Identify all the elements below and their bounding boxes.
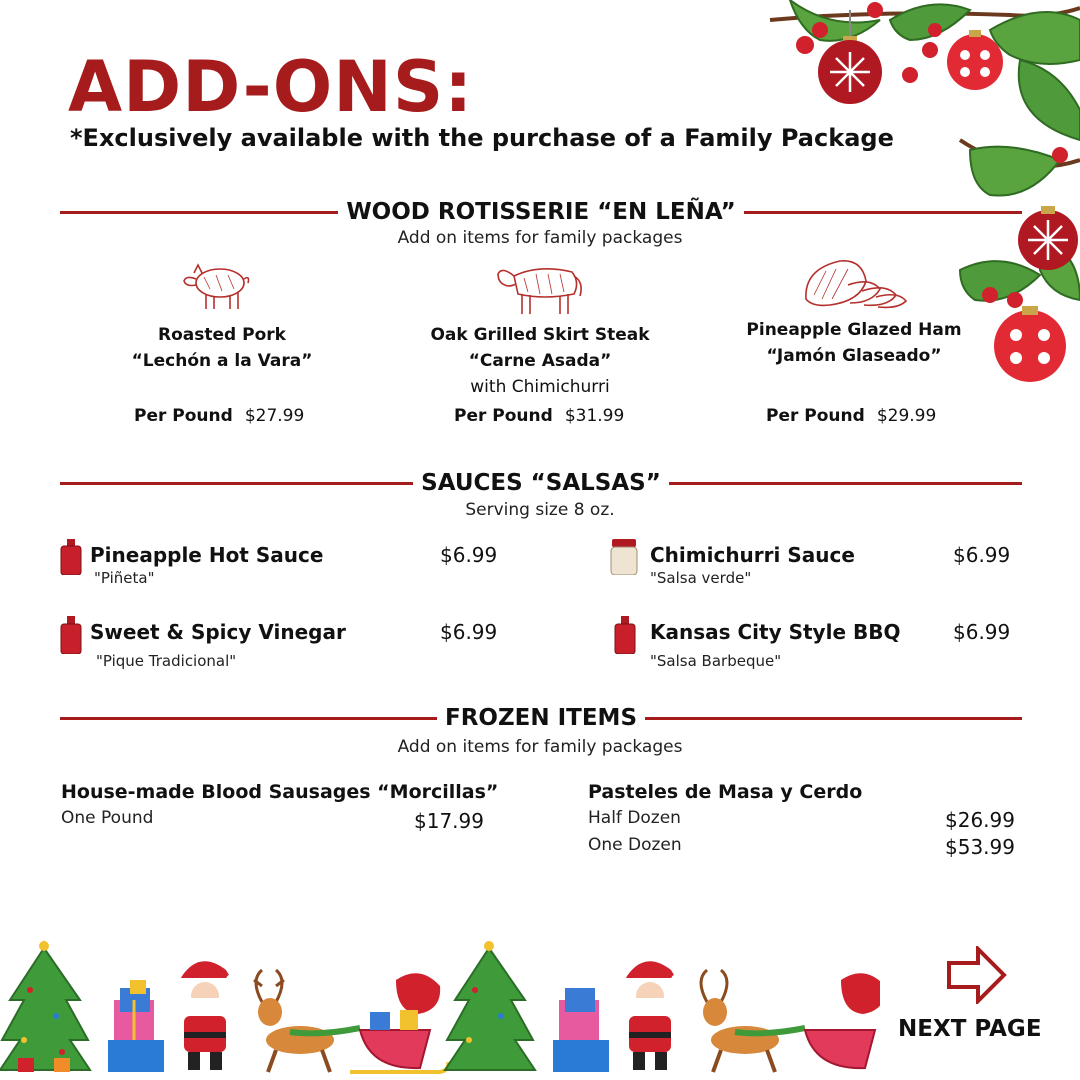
divider bbox=[60, 211, 338, 214]
sauce-name: Pineapple Hot Sauce bbox=[90, 543, 324, 567]
price-row bbox=[454, 406, 624, 426]
sauce-price: $6.99 bbox=[440, 543, 498, 567]
divider bbox=[645, 717, 1022, 720]
jar-icon bbox=[610, 539, 638, 575]
frozen-item-name: House-made Blood Sausages “Morcillas” bbox=[61, 781, 499, 803]
section-title: FROZEN ITEMS bbox=[444, 705, 638, 731]
divider bbox=[744, 211, 1022, 214]
sleigh-icon bbox=[350, 973, 448, 1072]
item-price: $29.99 bbox=[876, 406, 937, 426]
page-subtitle: *Exclusively available with the purchase of a Family Package bbox=[70, 124, 894, 152]
section-subtitle: Serving size 8 oz. bbox=[465, 500, 615, 520]
sauce-spanish-name: "Salsa verde" bbox=[650, 569, 752, 587]
frozen-item-unit: One Pound bbox=[61, 808, 154, 828]
item-note: with Chimichurri bbox=[470, 377, 610, 397]
frozen-item-price: $53.99 bbox=[945, 835, 1015, 859]
santa-icon bbox=[180, 961, 238, 1070]
frozen-item-price: $26.99 bbox=[945, 808, 1015, 832]
sauce-spanish-name: "Pique Tradicional" bbox=[96, 652, 237, 670]
sauce-price: $6.99 bbox=[440, 620, 498, 644]
gift-stack-icon bbox=[108, 980, 164, 1072]
section-subtitle: Add on items for family packages bbox=[397, 737, 683, 757]
hot-sauce-bottle-icon bbox=[614, 616, 636, 654]
price-row bbox=[134, 406, 304, 426]
arrow-right-icon[interactable] bbox=[946, 946, 1008, 1004]
page-title: ADD-ONS: bbox=[68, 46, 474, 128]
hot-sauce-bottle-icon bbox=[60, 539, 82, 575]
item-name: Roasted Pork bbox=[158, 325, 286, 345]
frozen-item-name: Pasteles de Masa y Cerdo bbox=[588, 781, 863, 803]
sauce-name: Chimichurri Sauce bbox=[650, 543, 855, 567]
reindeer-icon bbox=[254, 970, 360, 1072]
item-price: $31.99 bbox=[564, 406, 625, 426]
item-price: $27.99 bbox=[244, 406, 305, 426]
frozen-item-price: $17.99 bbox=[414, 809, 484, 833]
ham-icon bbox=[800, 255, 910, 311]
sauce-spanish-name: "Piñeta" bbox=[94, 569, 155, 587]
sauce-name: Sweet & Spicy Vinegar bbox=[90, 620, 346, 644]
menu-item-roasted-pork bbox=[100, 322, 344, 426]
sauce-item-bbq bbox=[614, 620, 1020, 670]
frozen-item-unit: Half Dozen bbox=[588, 808, 681, 828]
item-name: Oak Grilled Skirt Steak bbox=[430, 325, 650, 345]
divider bbox=[60, 717, 437, 720]
rotisserie-section-header bbox=[60, 197, 1022, 227]
sauce-spanish-name: "Salsa Barbeque" bbox=[650, 652, 782, 670]
sauce-price: $6.99 bbox=[953, 620, 1011, 644]
pig-icon bbox=[180, 255, 254, 313]
sauce-item-vinegar bbox=[60, 620, 510, 670]
sauce-item-chimichurri bbox=[610, 543, 1020, 593]
christmas-tree-icon bbox=[0, 940, 90, 1072]
section-title: WOOD ROTISSERIE “EN LEÑA” bbox=[346, 199, 736, 225]
sauce-name: Kansas City Style BBQ bbox=[650, 620, 901, 644]
price-unit-label: Per Pound bbox=[766, 406, 865, 426]
frozen-item-unit: One Dozen bbox=[588, 835, 682, 855]
sauces-section-header bbox=[60, 468, 1022, 498]
item-name-spanish: “Carne Asada” bbox=[468, 351, 612, 371]
sauce-price: $6.99 bbox=[953, 543, 1011, 567]
section-subtitle: Add on items for family packages bbox=[397, 228, 683, 248]
frozen-section-header bbox=[60, 703, 1022, 733]
divider bbox=[669, 482, 1022, 485]
menu-item-glazed-ham bbox=[724, 317, 984, 426]
hot-sauce-bottle-icon bbox=[60, 616, 82, 654]
price-row bbox=[766, 406, 936, 426]
item-name-spanish: “Lechón a la Vara” bbox=[131, 351, 313, 371]
next-page-button[interactable]: NEXT PAGE bbox=[898, 1016, 1042, 1042]
item-name: Pineapple Glazed Ham bbox=[746, 320, 962, 340]
sauce-item-pineapple bbox=[60, 543, 510, 593]
cow-icon bbox=[494, 256, 586, 318]
item-name-spanish: “Jamón Glaseado” bbox=[766, 346, 942, 366]
divider bbox=[60, 482, 413, 485]
christmas-footer-decoration bbox=[0, 940, 880, 1080]
price-unit-label: Per Pound bbox=[134, 406, 233, 426]
snowflake-icon bbox=[830, 52, 870, 92]
menu-item-carne-asada bbox=[410, 322, 670, 426]
price-unit-label: Per Pound bbox=[454, 406, 553, 426]
section-title: SAUCES “SALSAS” bbox=[421, 470, 661, 496]
